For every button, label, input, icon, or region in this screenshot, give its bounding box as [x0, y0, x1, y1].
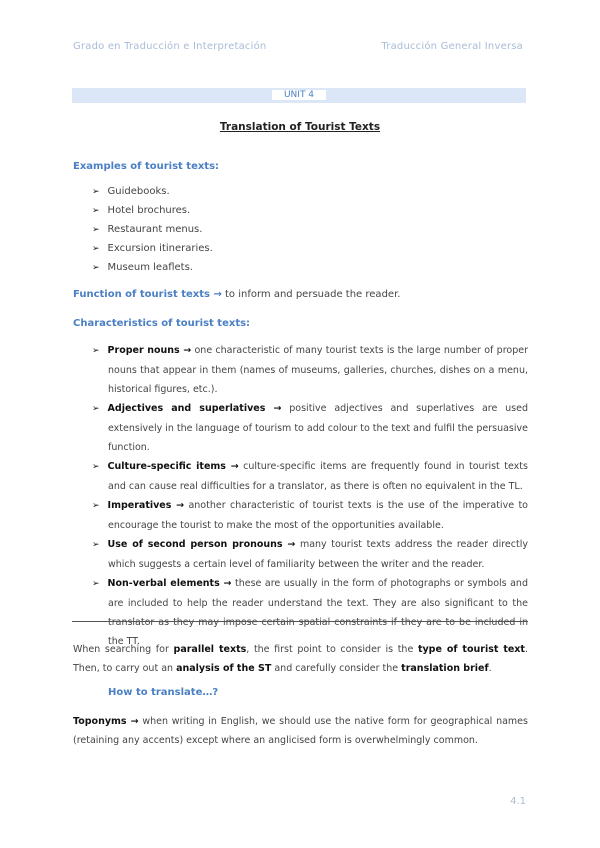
examples-list — [92, 182, 213, 277]
header-course: Grado en Traducción e Interpretación — [73, 41, 267, 52]
arrow-bullet-icon: ➢ — [92, 244, 100, 254]
arrow-bullet-icon: ➢ — [92, 579, 100, 589]
list-item: ➢ Culture-specific items → culture-specific items are frequently found in tourist texts and can cause real difficulties for a translator, as there is often no equivalent in the TL. — [92, 461, 528, 492]
arrow-bullet-icon: ➢ — [92, 346, 100, 356]
list-item: ➢ Museum leaflets. — [92, 262, 193, 273]
characteristics-heading: Characteristics of tourist texts: — [73, 318, 251, 329]
arrow-bullet-icon: ➢ — [92, 540, 100, 550]
arrow-bullet-icon: ➢ — [92, 187, 100, 197]
arrow-bullet-icon: ➢ — [92, 225, 100, 235]
arrow-bullet-icon: ➢ — [92, 206, 100, 216]
list-item: ➢ Proper nouns → one characteristic of many tourist texts is the large number of proper nouns that appear in them (names of museums, galleries, churches, dishes on a menu, historical figures, etc.). — [92, 345, 528, 395]
function-line — [73, 289, 400, 300]
page-title: Translation of Tourist Texts — [219, 121, 381, 133]
arrow-bullet-icon: ➢ — [92, 263, 100, 273]
toponyms-paragraph: Toponyms → when writing in English, we should use the native form for geographical names (retaining any accents) except where an anglicised form is overwhelmingly common. — [73, 716, 528, 746]
unit-label: UNIT 4 — [272, 90, 326, 100]
list-item: ➢ Hotel brochures. — [92, 205, 191, 216]
page-number: 4.1 — [510, 796, 526, 807]
how-to-translate-heading: How to translate…? — [108, 687, 219, 698]
function-text: to inform and persuade the reader. — [225, 289, 401, 300]
list-item: ➢ Restaurant menus. — [92, 224, 203, 235]
list-item: ➢ Excursion itineraries. — [92, 243, 213, 254]
arrow-bullet-icon: ➢ — [92, 501, 100, 511]
divider — [72, 621, 528, 622]
list-item: ➢ Guidebooks. — [92, 186, 170, 197]
parallel-texts-paragraph: When searching for parallel texts, the first point to consider is the type of tourist text. Then, to carry out an analysis of the ST and carefully consider the translation brief. — [73, 644, 529, 674]
list-item: ➢ Imperatives → another characteristic of tourist texts is the use of the imperative to encourage the tourist to make the most of the opportunities available. — [92, 500, 528, 531]
list-item: ➢ Use of second person pronouns → many tourist texts address the reader directly which suggests a certain level of familiarity between the writer and the reader. — [92, 539, 528, 570]
function-label: Function of tourist texts → — [73, 289, 222, 300]
examples-heading: Examples of tourist texts: — [73, 161, 220, 172]
arrow-bullet-icon: ➢ — [92, 404, 100, 414]
header-subject: Traducción General Inversa — [381, 41, 523, 52]
arrow-bullet-icon: ➢ — [92, 462, 100, 472]
list-item: ➢ Non-verbal elements → these are usually in the form of photographs or symbols and are included to help the reader understand the text. They are also significant to the translator as they may impose certain spatial constraints if they are to be included in the TT. — [92, 578, 528, 647]
unit-band — [72, 88, 526, 103]
characteristics-list — [92, 341, 528, 651]
list-item: ➢ Adjectives and superlatives → positive adjectives and superlatives are used extensively in the language of tourism to add colour to the text and fulfil the persuasive function. — [92, 403, 528, 453]
